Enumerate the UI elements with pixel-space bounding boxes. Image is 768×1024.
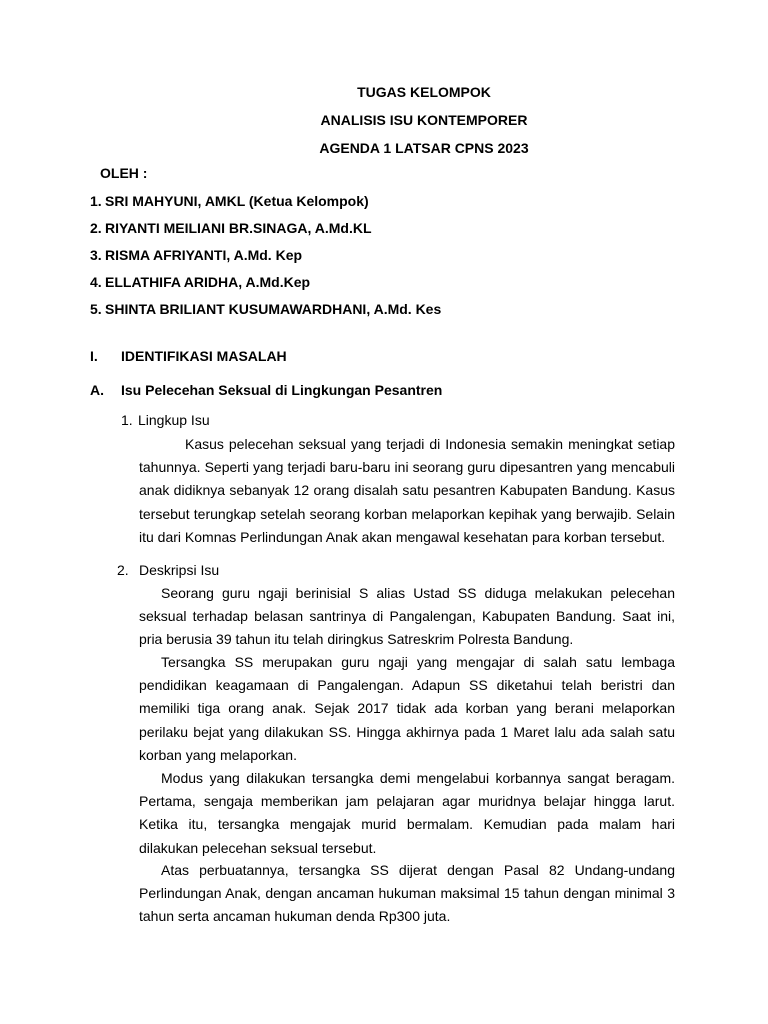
doc-title-line3: AGENDA 1 LATSAR CPNS 2023	[319, 140, 529, 156]
doc-title-line2: ANALISIS ISU KONTEMPORER	[320, 112, 528, 128]
doc-title-line1: TUGAS KELOMPOK	[357, 84, 491, 100]
member-number: 1.	[90, 193, 102, 209]
member-number: 2.	[90, 220, 102, 236]
member-name: RISMA AFRIYANTI, A.Md. Kep	[105, 247, 303, 263]
item-title: Lingkup Isu	[138, 412, 210, 428]
member-number: 3.	[90, 247, 102, 263]
member-name: ELLATHIFA ARIDHA, A.Md.Kep	[105, 274, 311, 290]
section-title: IDENTIFIKASI MASALAH	[121, 348, 287, 364]
member-number: 5.	[90, 301, 102, 317]
oleh-label: OLEH :	[100, 165, 148, 181]
item-paragraph: Modus yang dilakukan tersangka demi mengelabui korbannya sangat beragam. Pertama, sengaja memberikan jam pelajaran agar muridnya belajar hingga larut. Ketika itu, tersangka mengajak murid bermalam. Kemudian pada malam hari dilakukan pelecehan seksual tersebut.	[139, 770, 675, 856]
item-paragraph: Atas perbuatannya, tersangka SS dijerat dengan Pasal 82 Undang-undang Perlindungan Anak, dengan ancaman hukuman maksimal 15 tahun dengan minimal 3 tahun serta ancaman hukuman denda Rp300 juta.	[139, 862, 675, 925]
member-number: 4.	[90, 274, 102, 290]
subsection-title: Isu Pelecehan Seksual di Lingkungan Pesantren	[121, 382, 443, 398]
member-name: SHINTA BRILIANT KUSUMAWARDHANI, A.Md. Kes	[105, 301, 442, 317]
subsection-number: A.	[90, 382, 104, 398]
item-paragraph: Seorang guru ngaji berinisial S alias Ustad SS diduga melakukan pelecehan seksual terhadap belasan santrinya di Pangalengan, Kabupaten Bandung. Saat ini, pria berusia 39 tahun itu telah diringkus Satreskrim Polresta Bandung.	[139, 585, 675, 648]
item-paragraph: Kasus pelecehan seksual yang terjadi di Indonesia semakin meningkat setiap tahunnya. Seperti yang terjadi baru-baru ini seorang guru dipesantren yang mencabuli anak didiknya sebanyak 12 orang disalah satu pesantren Kabupaten Bandung. Kasus tersebut terungkap setelah seorang korban melaporkan kepihak yang berwajib. Selain itu dari Komnas Perlindungan Anak akan mengawal kesehatan para korban tersebut.	[139, 436, 675, 545]
item-paragraph: Tersangka SS merupakan guru ngaji yang mengajar di salah satu lembaga pendidikan keagamaan di Pangalengan. Adapun SS diketahui telah beristri dan memiliki tiga orang anak. Sejak 2017 tidak ada korban yang berani melaporkan perilaku bejat yang dilakukan SS. Hingga akhirnya pada 1 Maret lalu ada salah satu korban yang melaporkan.	[139, 654, 675, 763]
section-number: I.	[90, 348, 98, 364]
item-title: Deskripsi Isu	[139, 562, 220, 578]
member-name: SRI MAHYUNI, AMKL (Ketua Kelompok)	[105, 193, 369, 209]
member-name: RIYANTI MEILIANI BR.SINAGA, A.Md.KL	[105, 220, 372, 236]
item-number: 1.	[121, 412, 133, 428]
item-number: 2.	[117, 562, 129, 578]
